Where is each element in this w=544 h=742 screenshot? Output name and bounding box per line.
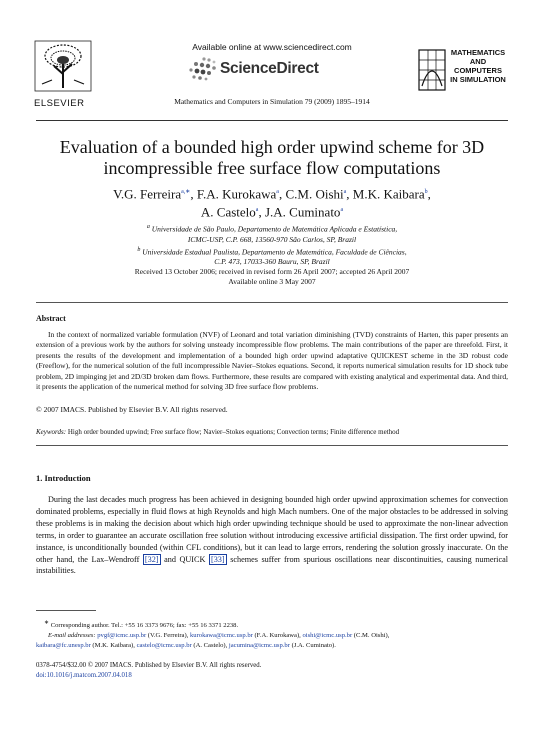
sciencedirect-brand: ScienceDirect [220, 60, 319, 77]
email-owner: (J.A. Cuminato). [289, 642, 336, 650]
sciencedirect-dots-icon [188, 56, 218, 82]
author: A. Castelo [200, 204, 256, 220]
footnotes [36, 618, 508, 651]
journal-reference: Mathematics and Computers in Simulation 79 (2009) 1895–1914 [174, 97, 370, 106]
email-owner: (C.M. Oishi), [352, 632, 390, 640]
email-label: E-mail addresses: [48, 632, 96, 640]
author-affil-link[interactable]: a [255, 207, 259, 214]
email-link[interactable]: castelo@icmc.usp.br [136, 642, 192, 650]
author-affil-link[interactable]: a [340, 207, 344, 214]
journal-logo-line: IN SIMULATION [450, 75, 506, 84]
email-link[interactable]: jacumina@icmc.usp.br [228, 642, 290, 650]
intro-text: During the last decades much progress has been achieved in designing bounded high order upwind approximation schemes for convection dominated problems, especially in fluid flows at high Reynolds and high Mach numbers. One of the major obstacles to be addressed in solving these problems is in making the decision about which high order upwinding technique should be used to approximate the non-linear advection terms, in order to guarantee an accurate oscillation free solution without introducing excessive artificial dissipation. The first order upwind, for instance, is unconditionally bounded (within CFL conditions), but it can lead to large errors, rendering the solution grossly inaccurate. On the other hand, the Lax–Wendroff [36, 495, 508, 564]
citation-link[interactable]: [33] [210, 554, 225, 564]
authors-line [0, 184, 544, 202]
corresponding-author: Corresponding author. Tel.: +55 16 3373 9676; fax: +55 16 3371 2238. [50, 622, 239, 630]
citation-link[interactable]: [32] [144, 554, 159, 564]
abstract-heading: Abstract [36, 314, 66, 323]
email-link[interactable]: kurokawa@icmc.usp.br [189, 632, 253, 640]
affiliations [0, 222, 544, 267]
header-rule [36, 120, 508, 121]
journal-grid-icon [418, 46, 448, 94]
email-link[interactable]: oishi@icmc.usp.br [302, 632, 353, 640]
keywords [36, 428, 508, 436]
email-owner: (F.A. Kurokawa), [252, 632, 303, 640]
keywords-label: Keywords: [36, 428, 67, 436]
keywords-text: High order bounded upwind; Free surface flow; Navier–Stokes equations; Convection terms; Finite difference method [67, 428, 400, 436]
author-sep: , [427, 186, 431, 202]
author-affil-link[interactable]: a,∗ [181, 189, 191, 195]
journal-logo-line: AND [469, 57, 487, 66]
section-heading: 1. Introduction [36, 473, 91, 483]
doi-link[interactable]: doi:10.1016/j.matcom.2007.04.018 [36, 672, 132, 679]
author: , M.K. Kaibara [346, 186, 425, 202]
affil-marker: b [137, 246, 141, 253]
footer [36, 661, 261, 681]
footnote-marker: ∗ [44, 620, 50, 626]
journal-logo [418, 46, 510, 94]
author-affil-link[interactable]: a [343, 189, 347, 195]
intro-text: and QUICK [160, 554, 209, 564]
publisher-name: ELSEVIER [34, 98, 85, 109]
received-dates: Received 13 October 2006; received in revised form 26 April 2007; accepted 26 April 2007 [134, 267, 410, 276]
author: , F.A. Kurokawa [190, 186, 277, 202]
online-date: Available online 3 May 2007 [228, 277, 316, 286]
available-online: Available online at www.sciencedirect.com [192, 42, 352, 52]
intro-text: schemes suffer from spurious oscillations near discontinuities, causing numerical instabilities. [36, 554, 508, 576]
authors [0, 184, 544, 221]
footnote-rule [36, 610, 96, 611]
author: , C.M. Oishi [278, 186, 344, 202]
email-owner: (V.G. Ferreira), [146, 632, 190, 640]
dates [0, 267, 544, 287]
title-line: incompressible free surface flow computations [103, 158, 441, 178]
author-affil-link[interactable]: b [424, 189, 428, 195]
intro-paragraph [36, 494, 508, 577]
affil-marker: a [146, 224, 150, 230]
author-affil-link[interactable]: a [276, 189, 279, 195]
email-link[interactable]: kaibara@fc.unesp.br [36, 642, 91, 650]
abstract-bottom-rule [36, 445, 508, 446]
email-link[interactable]: pvgf@icmc.usp.br [97, 632, 147, 640]
affiliation-line: ICMC-USP, C.P. 668, 13560-970 São Carlos, SP, Brazil [187, 234, 357, 244]
affiliation-line: C.P. 473, 17033-360 Bauru, SP, Brazil [214, 257, 330, 266]
author: V.G. Ferreira [113, 186, 182, 202]
email-owner: (M.K. Kaibara), [90, 642, 137, 650]
abstract-body: In the context of normalized variable formulation (NVF) of Leonard and total variation diminishing (TVD) constraints of Harten, this paper presents an extension of a previous work by the authors for solving unsteady incompressible flow problems. The main contributions of the paper are threefold. First, it presents the results of the development and implementation of a bounded high order upwind adaptative QUICKEST scheme in the 3D robust code (Freeflow), for the numerical solution of the full incompressible Navier–Stokes equations. Second, it reports numerical simulation results for 1D shock tube problem, 2D impinging jet and 2D/3D broken dam flows. Furthermore, these results are compared with existing analytical and experimental data. And third, it presents the application of the numerical method for solving 3D free surface flow problems. [36, 330, 508, 392]
sciencedirect-logo [188, 54, 358, 82]
journal-logo-line: COMPUTERS [454, 66, 502, 75]
affiliation-line: Universidade Estadual Paulista, Departamento de Matemática, Faculdade de Ciências, [142, 247, 407, 256]
journal-logo-line: MATHEMATICS [450, 48, 506, 57]
abstract-top-rule [36, 302, 508, 303]
title-line: Evaluation of a bounded high order upwind scheme for 3D [59, 137, 485, 157]
affiliation-line: Universidade de São Paulo, Departamento de Matemática Aplicada e Estatística, [151, 224, 398, 234]
paper-title [0, 137, 544, 179]
issn-line: 0378-4754/$32.00 © 2007 IMACS. Published by Elsevier B.V. All rights reserved. [36, 662, 262, 669]
author: , J.A. Cuminato [258, 204, 341, 220]
abstract-copyright: © 2007 IMACS. Published by Elsevier B.V. All rights reserved. [36, 405, 228, 414]
email-owner: (A. Castelo), [191, 642, 229, 650]
authors-line [0, 202, 544, 220]
